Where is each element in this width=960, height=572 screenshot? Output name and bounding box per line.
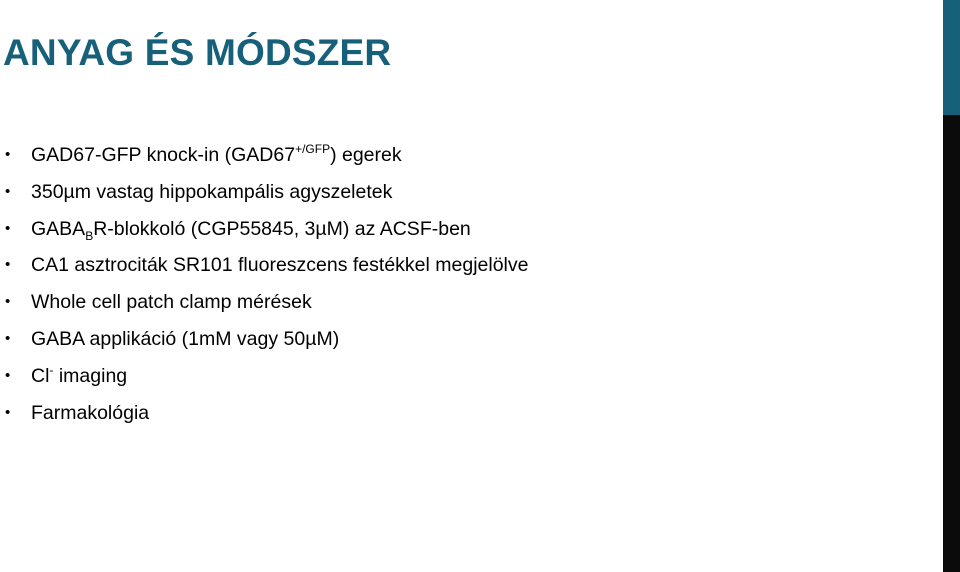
bullet-text-main: GABA — [31, 217, 86, 240]
bullet-text-rest: R-blokkoló (CGP55845, 3µM) az ACSF-ben — [93, 217, 471, 240]
superscript: +/GFP — [295, 142, 331, 156]
slide-title: ANYAG ÉS MÓDSZER — [3, 32, 392, 73]
bullet-icon: • — [5, 366, 11, 384]
bullet-text: CA1 asztrociták SR101 fluoreszcens festékkel megjelölve — [31, 254, 529, 277]
bullet-text — [31, 211, 471, 248]
bullet-icon: • — [5, 329, 11, 347]
bullet-text-main: Cl — [31, 364, 50, 387]
bullet-icon: • — [5, 219, 11, 237]
bullet-icon: • — [5, 256, 11, 274]
bullet-icon: • — [5, 293, 11, 311]
bullet-text-rest: imaging — [53, 364, 128, 387]
subscript: B — [85, 228, 94, 243]
bullet-text-main: GAD67-GFP knock-in (GAD67 — [31, 144, 296, 166]
superscript: - — [49, 362, 54, 377]
bullet-text: 350µm vastag hippokampális agyszeletek — [31, 180, 393, 203]
bullet-text: Farmakológia — [31, 401, 150, 424]
bullet-text-rest: ) egerek — [330, 144, 402, 166]
bullet-icon: • — [5, 146, 11, 163]
bullet-icon: • — [5, 182, 11, 200]
side-dark-bar — [943, 115, 960, 572]
side-accent-bar — [943, 0, 960, 115]
bullet-icon: • — [5, 403, 11, 421]
bullet-text: Whole cell patch clamp mérések — [31, 291, 312, 314]
bullet-text — [31, 137, 402, 174]
bullet-text: GABA applikáció (1mM vagy 50µM) — [31, 327, 340, 350]
bullet-text — [31, 358, 127, 395]
